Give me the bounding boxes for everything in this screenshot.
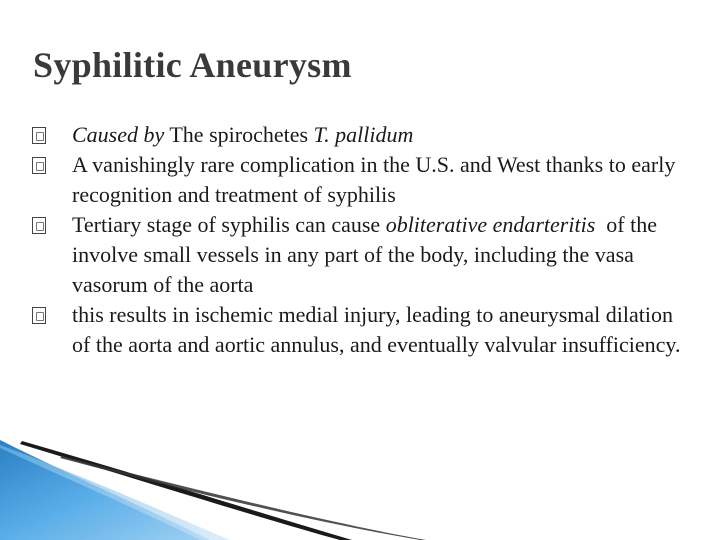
checkbox-square-icon xyxy=(32,217,46,234)
bullet-text: Caused by xyxy=(72,122,165,147)
bullet-item xyxy=(30,300,690,360)
bullet-item xyxy=(30,150,690,210)
bullet-item xyxy=(30,210,690,300)
bullet-list xyxy=(30,120,690,360)
bullet-text: obliterative endarteritis xyxy=(385,212,596,237)
checkbox-square-icon xyxy=(32,127,46,144)
checkbox-square-icon xyxy=(32,307,46,324)
bullet-item xyxy=(30,120,690,150)
slide-title: Syphilitic Aneurysm xyxy=(33,45,352,85)
checkbox-square-icon xyxy=(32,157,46,174)
bullet-text: T. pallidum xyxy=(313,122,414,147)
bullet-text: A vanishingly rare complication in the U.S. and West thanks to early recognition and treatment of syphilis xyxy=(72,152,676,207)
bullet-text: this results in ischemic medial injury, leading to aneurysmal dilation of the aorta and aortic annulus, and eventually valvular insufficiency. xyxy=(72,302,681,357)
bullet-text: Tertiary stage of syphilis can cause xyxy=(72,212,386,237)
bullet-text: The spirochetes xyxy=(164,122,314,147)
bullet-text: of the involve small vessels in any part of the body, including the vasa vasorum of the aorta xyxy=(72,212,663,297)
slide-decoration xyxy=(0,440,720,540)
